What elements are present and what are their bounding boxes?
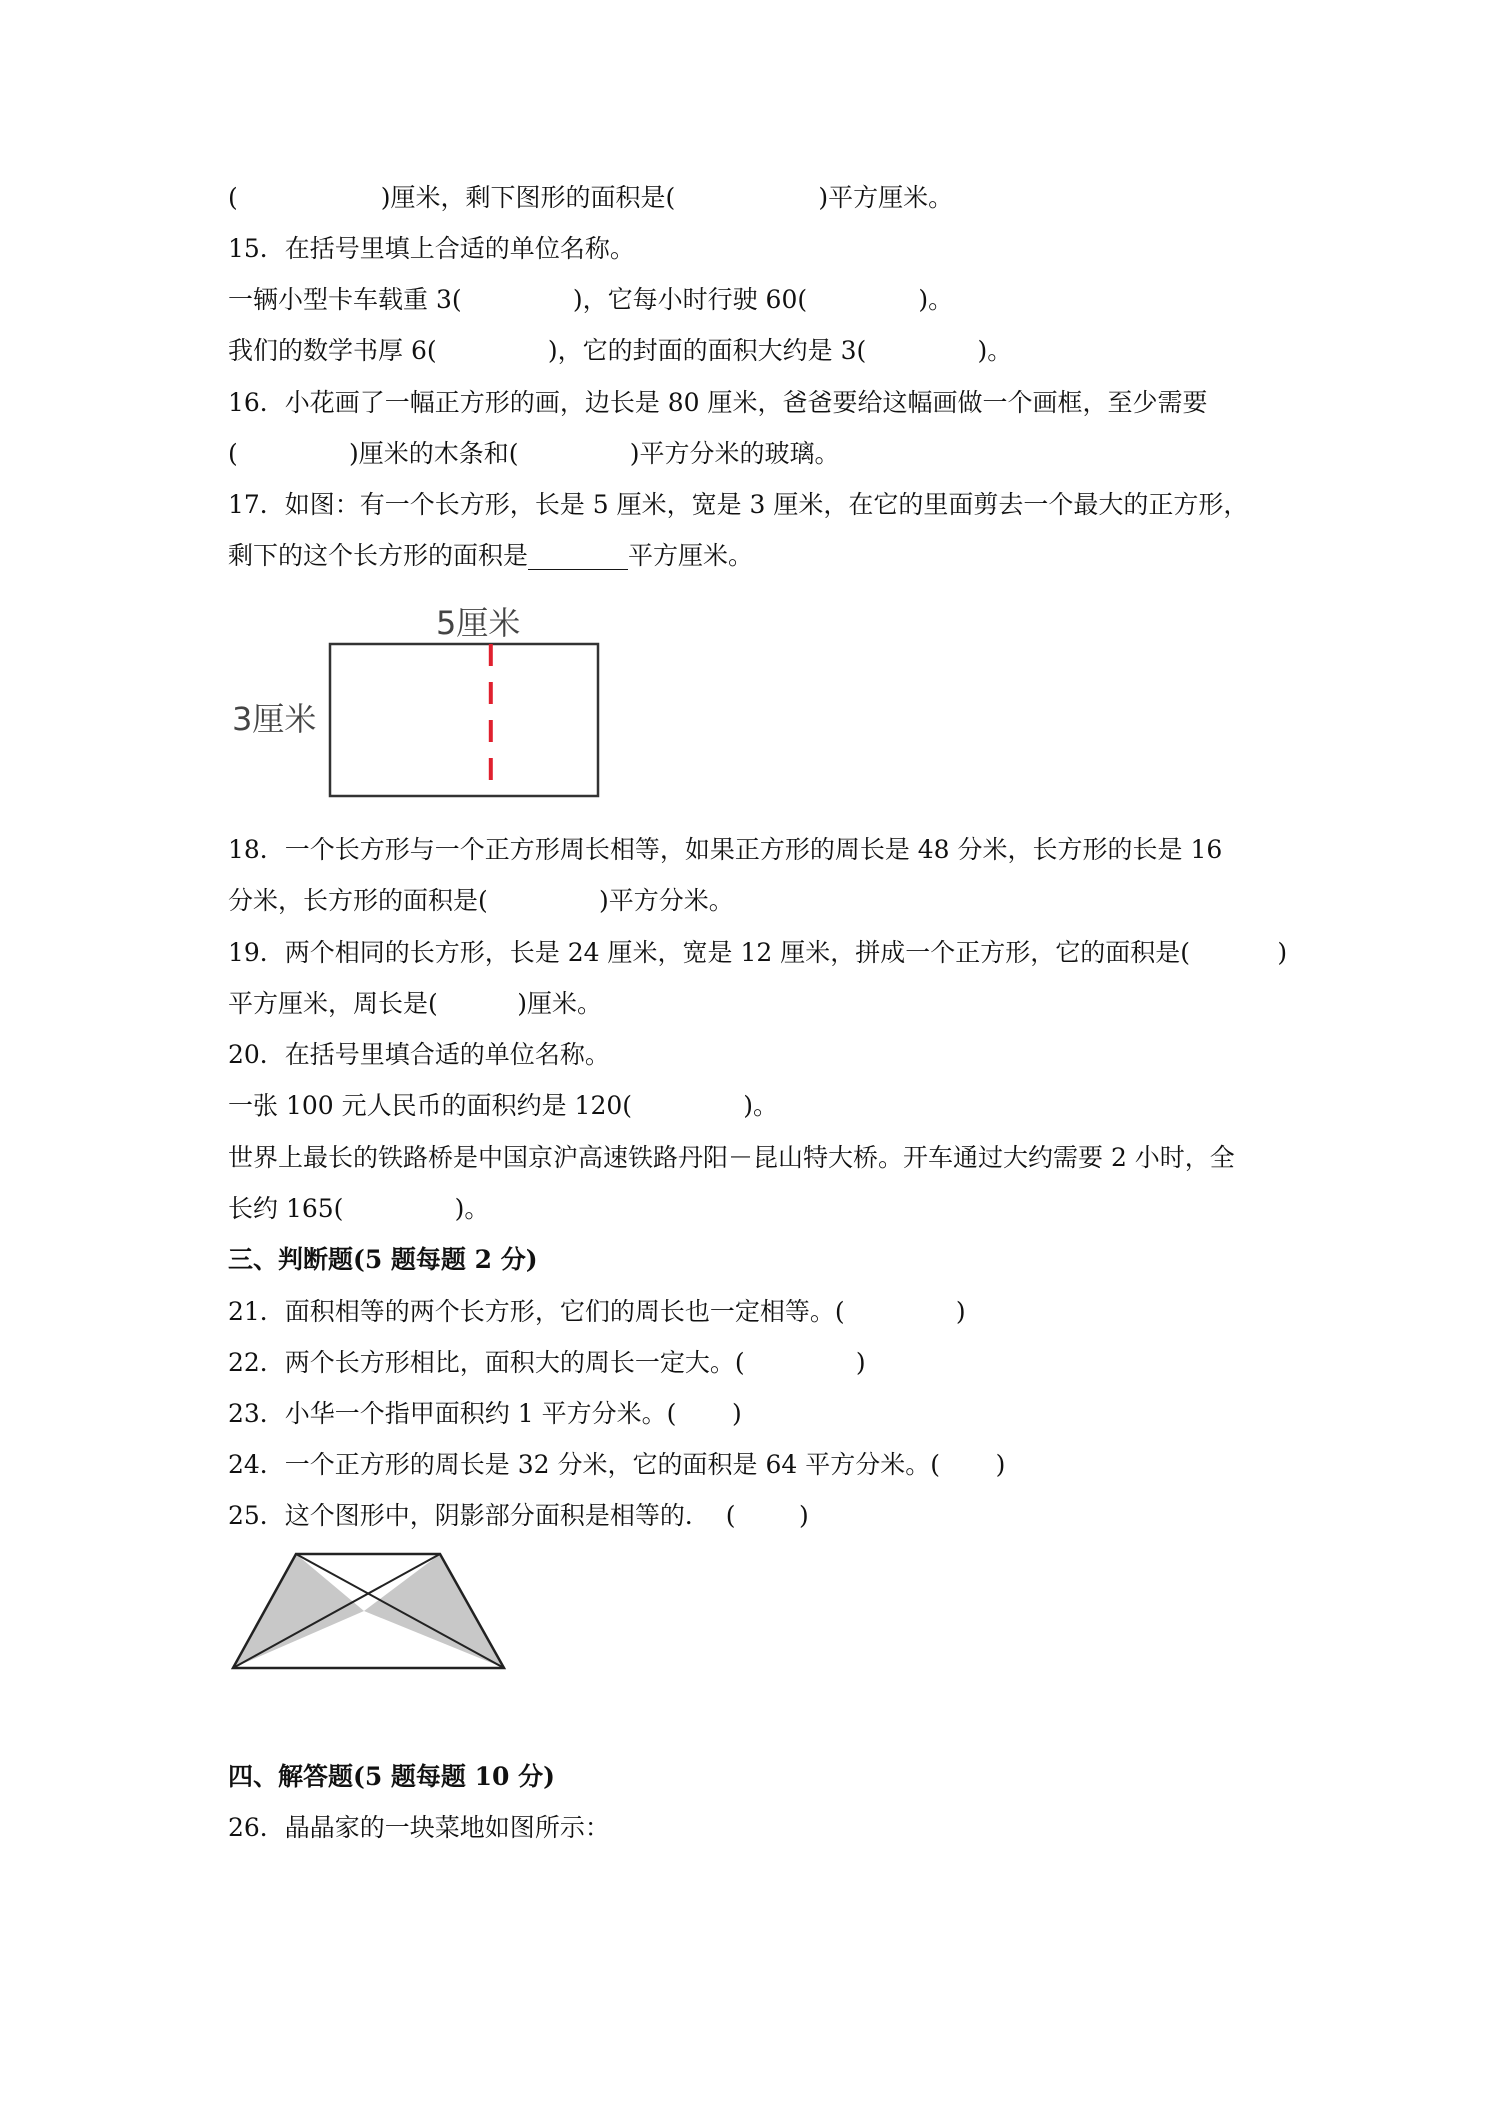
- q15-line-a: 一辆小型卡车载重 3( )，它每小时行驶 60( )。: [228, 285, 954, 314]
- q15-line-b: 我们的数学书厚 6( )，它的封面的面积大约是 3( )。: [228, 336, 1013, 365]
- q25: 25．这个图形中，阴影部分面积是相等的． ( ): [228, 1501, 809, 1530]
- q19-line-a: 19．两个相同的长方形，长是 24 厘米，宽是 12 厘米，拼成一个正方形，它的面积是( ): [228, 938, 1288, 967]
- q14-continuation: ( )厘米，剩下图形的面积是( )平方厘米。: [228, 183, 954, 212]
- q16-line-a: 16．小花画了一幅正方形的画，边长是 80 厘米，爸爸要给这幅画做一个画框，至少需要: [228, 388, 1208, 417]
- q20-line-c: 长约 165( )。: [228, 1194, 490, 1223]
- q19-line-b: 平方厘米，周长是( )厘米。: [228, 989, 602, 1018]
- q25-trapezoid-figure: [228, 1548, 518, 1678]
- q25-shaded-right-triangle: [364, 1554, 504, 1668]
- q17-rectangle-figure: [220, 600, 620, 810]
- q21: 21．面积相等的两个长方形，它们的周长也一定相等。( ): [228, 1297, 966, 1326]
- q15-stem: 15．在括号里填上合适的单位名称。: [228, 234, 635, 263]
- q24: 24．一个正方形的周长是 32 分米，它的面积是 64 平方分米。( ): [228, 1450, 1006, 1479]
- q17-width-label: 3厘米: [232, 700, 317, 738]
- q17-line-b: 剩下的这个长方形的面积是________平方厘米。: [228, 541, 754, 570]
- q20-line-b: 世界上最长的铁路桥是中国京沪高速铁路丹阳－昆山特大桥。开车通过大约需要 2 小时，全: [228, 1143, 1235, 1172]
- section-3-heading: 三、判断题(5 题每题 2 分): [228, 1245, 538, 1274]
- q23: 23．小华一个指甲面积约 1 平方分米。( ): [228, 1399, 742, 1428]
- section-4-heading: 四、解答题(5 题每题 10 分): [228, 1762, 555, 1791]
- q17-line-a: 17．如图：有一个长方形，长是 5 厘米，宽是 3 厘米，在它的里面剪去一个最大的正方形，: [228, 490, 1249, 519]
- q18-line-b: 分米，长方形的面积是( )平方分米。: [228, 886, 734, 915]
- q25-shaded-left-triangle: [233, 1554, 364, 1668]
- q26: 26．晶晶家的一块菜地如图所示：: [228, 1813, 610, 1842]
- q22: 22．两个长方形相比，面积大的周长一定大。( ): [228, 1348, 866, 1377]
- q17-rectangle: [330, 644, 598, 796]
- q20-stem: 20．在括号里填合适的单位名称。: [228, 1040, 610, 1069]
- q18-line-a: 18．一个长方形与一个正方形周长相等，如果正方形的周长是 48 分米，长方形的长是 16: [228, 835, 1223, 864]
- q20-line-a: 一张 100 元人民币的面积约是 120( )。: [228, 1091, 779, 1120]
- q17-length-label: 5厘米: [436, 604, 521, 642]
- q16-line-b: ( )厘米的木条和( )平方分米的玻璃。: [228, 439, 840, 468]
